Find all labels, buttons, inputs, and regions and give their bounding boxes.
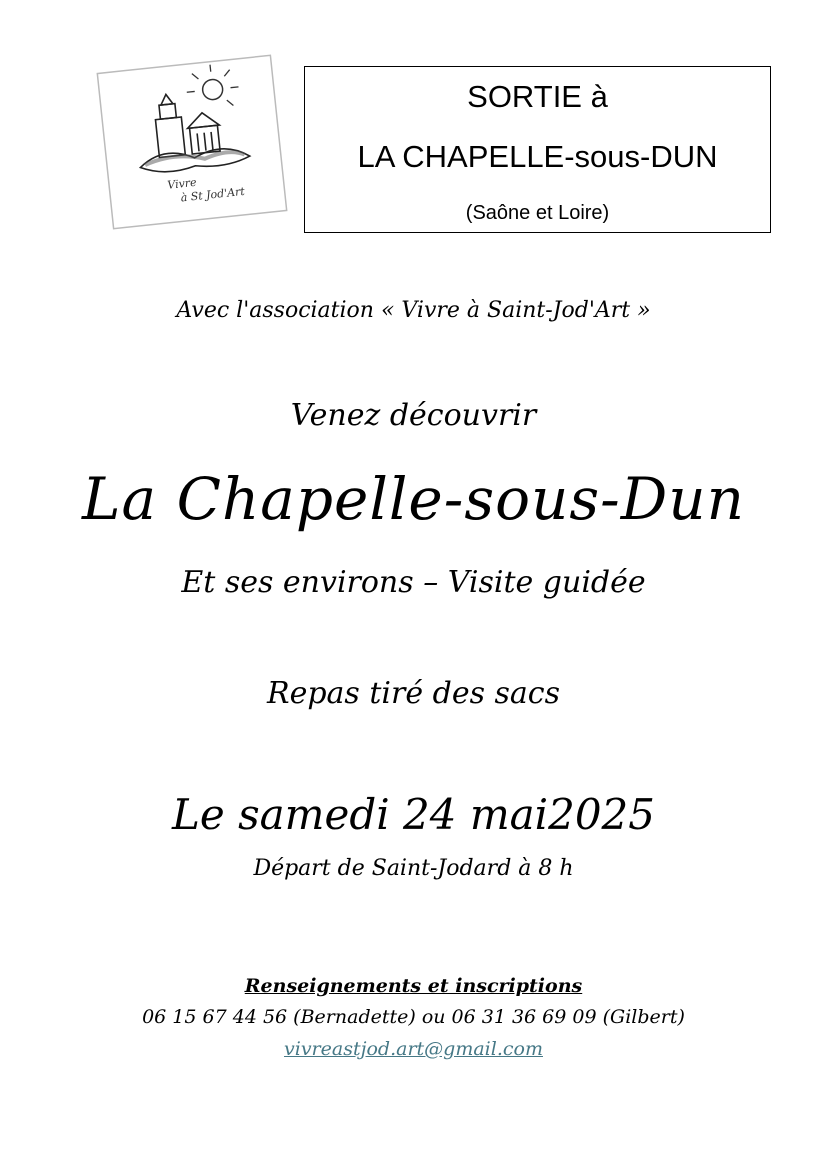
logo-drawing xyxy=(95,53,289,231)
title-line-1: SORTIE à xyxy=(467,79,608,114)
event-date: Le samedi 24 mai2025 xyxy=(171,790,656,839)
contact-email-link[interactable]: vivreastjod.art@gmail.com xyxy=(284,1038,543,1060)
association-logo xyxy=(95,53,289,231)
meal-line: Repas tiré des sacs xyxy=(266,676,560,711)
contact-phones: 06 15 67 44 56 (Bernadette) ou 06 31 36 69 09 (Gilbert) xyxy=(142,1006,685,1028)
contact-heading: Renseignements et inscriptions xyxy=(244,975,583,997)
association-line: Avec l'association « Vivre à Saint-Jod'Art » xyxy=(176,298,651,323)
destination-heading: La Chapelle-sous-Dun xyxy=(82,465,745,533)
title-line-2: LA CHAPELLE-sous-DUN xyxy=(357,139,718,174)
departure-line: Départ de Saint-Jodard à 8 h xyxy=(253,856,574,881)
title-line-3: (Saône et Loire) xyxy=(465,202,610,224)
program-line: Et ses environs – Visite guidée xyxy=(181,565,646,600)
invitation-line: Venez découvrir xyxy=(290,398,537,433)
title-box xyxy=(304,66,771,233)
logo-text-line1: Vivre xyxy=(166,175,198,192)
logo-text-line2: à St Jod'Art xyxy=(180,184,246,205)
